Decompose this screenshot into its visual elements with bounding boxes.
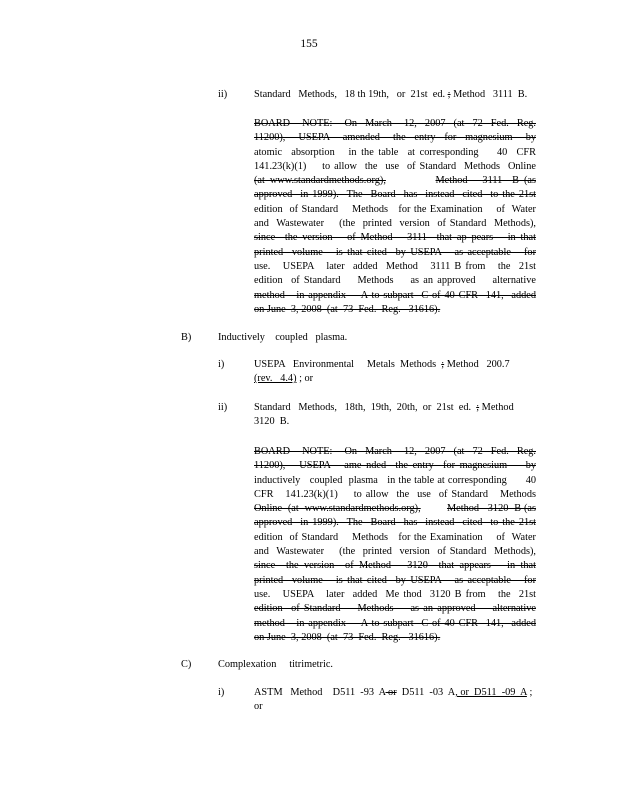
marker-a-ii: ii) [218,89,228,100]
note-text: use. USEPA later added Method 3111 B from the 21st [254,260,536,272]
note-line [254,289,536,303]
struck-text: Method 3120 B (as [446,503,537,515]
note-line [254,488,536,502]
c-i-post: ; [526,687,533,698]
a-ii-strike: ; [447,89,451,100]
struck-text: since the version of Method 3111 that ap pears in that [254,232,536,244]
note-line [254,160,536,174]
note-text: inductively coupled plasma in the table at corresponding 40 [254,474,536,486]
note-text [386,175,436,186]
struck-text: printed volume is that cited by USEPA as acceptable for [254,246,536,258]
note-line [254,445,536,459]
note-line [254,531,536,545]
note-line [254,559,536,573]
struck-text: on June 3, 2008 (at 73 Fed. Reg. 31616). [254,303,441,315]
note-line [254,602,536,616]
note-line [254,303,536,317]
note-line [254,502,536,516]
c-i-added-underline: , or D511 -09 A [455,687,527,698]
a-ii-text [254,89,527,100]
b-i-rev-underline: (rev. 4.4) [254,373,297,384]
struck-text: approved in 1999). The Board has instead cited to the 21st [254,189,536,201]
note-line [254,545,536,559]
c-heading: Complexation titrimetric. [218,659,333,670]
a-ii-text-pre: Standard Methods, 18 th 19th, or 21st ed. [254,89,448,100]
note-line [254,631,536,645]
a-ii-text-post: Method 3111 B. [450,89,528,100]
note-line [254,231,536,245]
note-text: edition of Standard Methods for the Examination of Water [254,203,536,215]
note-line [254,588,536,602]
note-line [254,117,536,131]
note-text: atomic absorption in the table at corresponding 40 CFR [254,146,536,158]
b-i-line1-post: Method 200.7 [444,359,510,370]
c-i-mid: D511 -03 A [396,687,456,698]
b-ii-line1 [254,402,514,413]
board-note-magnesium-aa [254,117,536,317]
note-line [254,474,536,488]
note-text: and Wastewater (the printed version of Standard Methods), [254,218,536,230]
note-line [254,274,536,288]
note-line [254,131,536,145]
struck-text: edition of Standard Methods as an approved alternative [254,603,536,615]
board-note-magnesium-icp [254,445,536,645]
note-text: use. USEPA later added Me thod 3120 B from the 21st [254,588,536,600]
b-i-line1 [254,359,510,370]
marker-b-ii: ii) [218,402,228,413]
struck-text: (at www.standardmethods.org), [254,175,386,187]
struck-text: since the version of Method 3120 that appears in that [254,560,536,572]
struck-text: BOARD NOTE: On March 12, 2007 (at 72 Fed. Reg. [254,446,536,457]
note-line [254,174,536,188]
marker-c: C) [181,659,192,670]
note-text [421,503,447,514]
note-line [254,459,536,473]
marker-b: B) [181,332,192,343]
note-line [254,217,536,231]
b-ii-strike: ; [476,402,480,413]
note-text: edition of Standard Methods as an approved alternative [254,275,536,287]
marker-b-i: i) [218,359,225,370]
struck-text: approved in 1999). The Board has instead cited to the 21st [254,517,536,529]
note-line [254,246,536,260]
struck-text: Method 3111 B (as [435,175,536,187]
b-ii-line1-pre: Standard Methods, 18th, 19th, 20th, or 21st ed. [254,402,477,413]
struck-text: Online (at www.standardmethods.org), [254,503,421,515]
c-i-strike-or: or [385,687,397,698]
marker-c-i: i) [218,687,225,698]
struck-text: method in appendix A to subpart C of 40 CFR 141, added [254,617,536,629]
b-i-strike: ; [441,359,445,370]
note-text: 141.23(k)(1) to allow the use of Standard Methods Online [254,160,536,172]
c-i-pre: ASTM Method D511 -93 A [254,687,386,698]
b-heading: Inductively coupled plasma. [218,332,348,343]
note-line [254,146,536,160]
note-line [254,617,536,631]
note-text: and Wastewater (the printed version of Standard Methods), [254,546,536,558]
b-ii-line2: 3120 B. [254,416,290,427]
struck-text: on June 3, 2008 (at 73 Fed. Reg. 31616). [254,631,441,643]
b-i-line2-post: ; or [296,373,314,384]
b-i-line1-pre: USEPA Environmental Metals Methods [254,359,442,370]
page-number: 155 [300,38,318,50]
note-line [254,203,536,217]
struck-text: printed volume is that cited by USEPA as acceptable for [254,574,536,586]
struck-text: 11200), USEPA amended the entry for magnesium by [254,132,536,144]
b-ii-line1-post: Method [479,402,514,413]
note-line [254,188,536,202]
b-i-line2 [254,373,313,384]
c-i-line2: or [254,701,263,712]
struck-text: method in appendix A to subpart C of 40 CFR 141, added [254,289,536,301]
struck-text: 11200), USEPA ame nded the entry for magnesium by [254,460,536,472]
c-i-line1 [254,687,532,698]
struck-text: BOARD NOTE: On March 12, 2007 (at 72 Fed. Reg. [254,118,536,129]
note-line [254,574,536,588]
note-line [254,516,536,530]
note-text: edition of Standard Methods for the Examination of Water [254,531,536,543]
note-text: CFR 141.23(k)(1) to allow the use of Standard Methods [254,488,536,500]
note-line [254,260,536,274]
